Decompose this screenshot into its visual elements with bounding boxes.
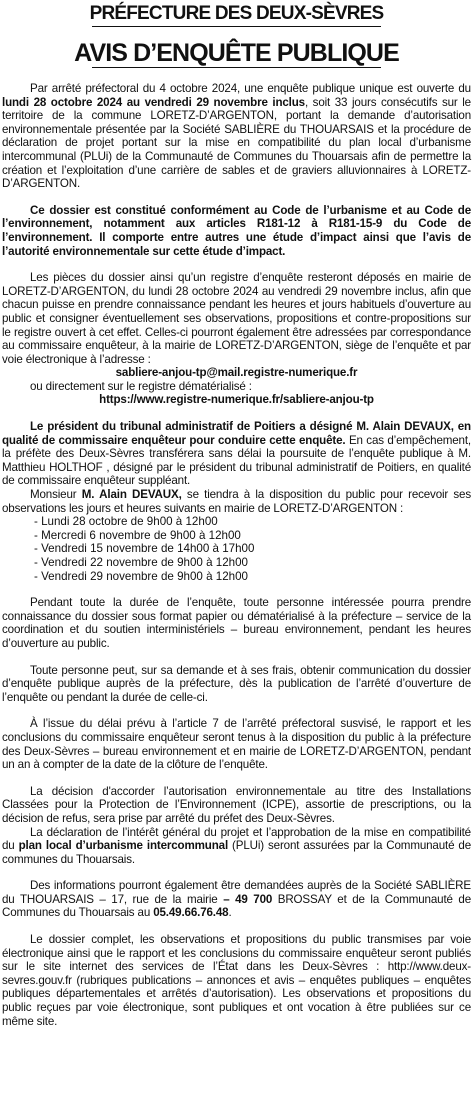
contact-email[interactable]: sabliere-anjou-tp@mail.registre-numerique.fr — [115, 366, 358, 380]
prefecture-heading: PRÉFECTURE DES DEUX-SÈVRES — [89, 3, 384, 24]
plui-text: La déclaration de l’intérêt général du projet et l’approbation de la mise en compatibilité du — [2, 825, 471, 853]
paragraph-information — [2, 879, 471, 920]
info-text: Des informations pourront également être demandées auprès de la Société SABLIÈRE du THOUARSAIS – 17, rue de la mairie — [2, 879, 471, 906]
paragraph-decision: La décision d'accorder l’autorisation environnementale au titre des Installations Classées pour la Protection de l’Environnement (ICPE), assortie de prescriptions, ou la décision de refus, sera prise par arrêté du préfet des Deux-Sèvres. — [2, 784, 471, 825]
paragraph-plui — [2, 826, 471, 867]
info-end: . — [228, 906, 232, 920]
phone-number: 05.49.66.76.48 — [153, 906, 229, 920]
paragraph-consultation: Pendant toute la durée de l’enquête, toute personne intéressée pourra prendre connaissance du dossier sous format papier ou dématérialisé à la préfecture – service de la coordination et du soutien interministériels – bureau environnement, pendant les heures d’ouverture au public. — [2, 596, 471, 650]
paragraph-documents: Les pièces du dossier ainsi qu’un registre d’enquête resteront déposés en mairie de LORETZ-D’ARGENTON, du lundi 28 octobre 2024 au vendredi 29 novembre inclus, afin que chacun puisse en prendre connaissance pendant les heures et jours habituels d’ouverture au public et consigner éventuellement ses observations, propositions et contre-propositions sur le registre ouvert à cet effet. Celles-ci pourront également être adressées par correspondance au commissaire enquêteur, à la mairie de LORETZ-D’ARGENTON, siège de l’enquête et par voie électronique à l’adresse : — [2, 271, 471, 366]
permanence-list — [2, 515, 471, 583]
registry-url[interactable]: https://www.registre-numerique.fr/sabliere-anjou-tp — [99, 393, 374, 407]
list-item: - Mercredi 6 novembre de 9h00 à 12h00 — [34, 528, 241, 542]
notice-page — [0, 3, 473, 1111]
paragraph-registry: ou directement sur le registre dématérialisé : — [30, 379, 252, 393]
list-item: - Vendredi 29 novembre de 9h00 à 12h00 — [34, 569, 249, 583]
paragraph-commissioner — [2, 420, 471, 488]
list-item: - Vendredi 22 novembre de 9h00 à 12h00 — [34, 556, 249, 569]
heading-underline — [92, 26, 381, 27]
paragraph-communication: Toute personne peut, sur sa demande et à ses frais, obtenir communication du dossier d’enquête publique auprès de la préfecture, dès la publication de l’arrêté d’ouverture de l’enquête ou pendant la durée de celle-ci. — [2, 663, 471, 704]
enquiry-dates: lundi 28 octobre 2024 au vendredi 29 novembre inclus — [2, 95, 305, 109]
permanence-text: se tiendra à la disposition du public pour recevoir ses observations les jours et heures suivants en mairie de LORETZ-D’ARGENTON : — [2, 488, 471, 515]
paragraph-legal-basis: Ce dossier est constitué conformément au Code de l’urbanisme et au Code de l’environnement, notamment aux articles R181-12 à R181-15-9 du Code de l’environnement. Il comporte entre autres une étude d’impact ainsi que l’avis de l’autorité environnementale sur cette étude d’impact. — [2, 203, 471, 258]
paragraph-permanences — [2, 488, 471, 515]
permanence-intro: Monsieur — [30, 488, 82, 502]
commissioner-name: M. Alain DEVAUX, — [81, 488, 182, 502]
paragraph-publication: Le dossier complet, les observations et propositions du public transmises par voie électronique ainsi que le rapport et les conclusions du commissaire enquêteur seront publiés sur le site internet des services de l’État dans les Deux-Sèvres : http://www.deux-sevres.gouv.fr (rubriques publications – annonces et avis – enquêtes publiques – enquêtes publiques départementales et arrêtés d’autorisation). Les observations et propositions du public reçues par voie électronique, sont publiques et ont vocation à être publiées sur ce même site. — [2, 933, 471, 1028]
commissioner-substitute: En cas d’empêchement, la préfète des Deux-Sèvres transférera sans délai la poursuite de l’enquête publique à M. Matthieu HOLTHOF , désigné par le président du tribunal administratif de Poitiers, en qualité de commissaire enquêteur suppléant. — [2, 433, 471, 488]
commissioner-designation: Le président du tribunal administratif de Poitiers a désigné M. Alain DEVAUX, en qualité de commissaire enquêteur pour conduire cette enquête. — [2, 420, 471, 447]
paragraph-opening — [2, 82, 471, 191]
info-text-cont: BROSSAY et de la Communauté de Communes du Thouarsais au — [2, 892, 471, 920]
plui-text-cont: (PLUi) seront assurées par la Communauté de communes du Thouarsais. — [2, 839, 472, 866]
postal-code: – 49 700 — [223, 892, 273, 906]
plui-name: plan local d’urbanisme intercommunal — [18, 839, 229, 853]
opening-text: Par arrêté préfectoral du 4 octobre 2024, une enquête publique unique est ouverte du — [30, 82, 471, 95]
notice-title: AVIS D’ENQUÊTE PUBLIQUE — [74, 39, 399, 67]
list-item: - Vendredi 15 novembre de 14h00 à 17h00 — [34, 542, 255, 556]
paragraph-report: À l’issue du délai prévu à l’article 7 de l’arrêté préfectoral susvisé, le rapport et les conclusions du commissaire enquêteur seront tenus à la disposition du public à la préfecture des Deux-Sèvres – bureau environnement et en mairie de LORETZ-D’ARGENTON, pendant un an à compter de la date de la clôture de l’enquête. — [2, 717, 471, 772]
opening-text-cont: , soit 33 jours consécutifs sur le territoire de la commune LORETZ-D’ARGENTON, portant la demande d’autorisation environnementale présentée par la Société SABLIÈRE du THOUARSAIS et la procédure de déclaration de projet portant sur la mise en compatibilité du plan local d’urbanisme intercommunal (PLUi) de la Communauté de Communes du Thouarsais afin de permettre la création et l’exploitation d’une carrière de sables et de graviers alluvionnaires à LORETZ-D’ARGENTON. — [2, 95, 471, 191]
list-item: - Lundi 28 octobre de 9h00 à 12h00 — [34, 515, 218, 529]
